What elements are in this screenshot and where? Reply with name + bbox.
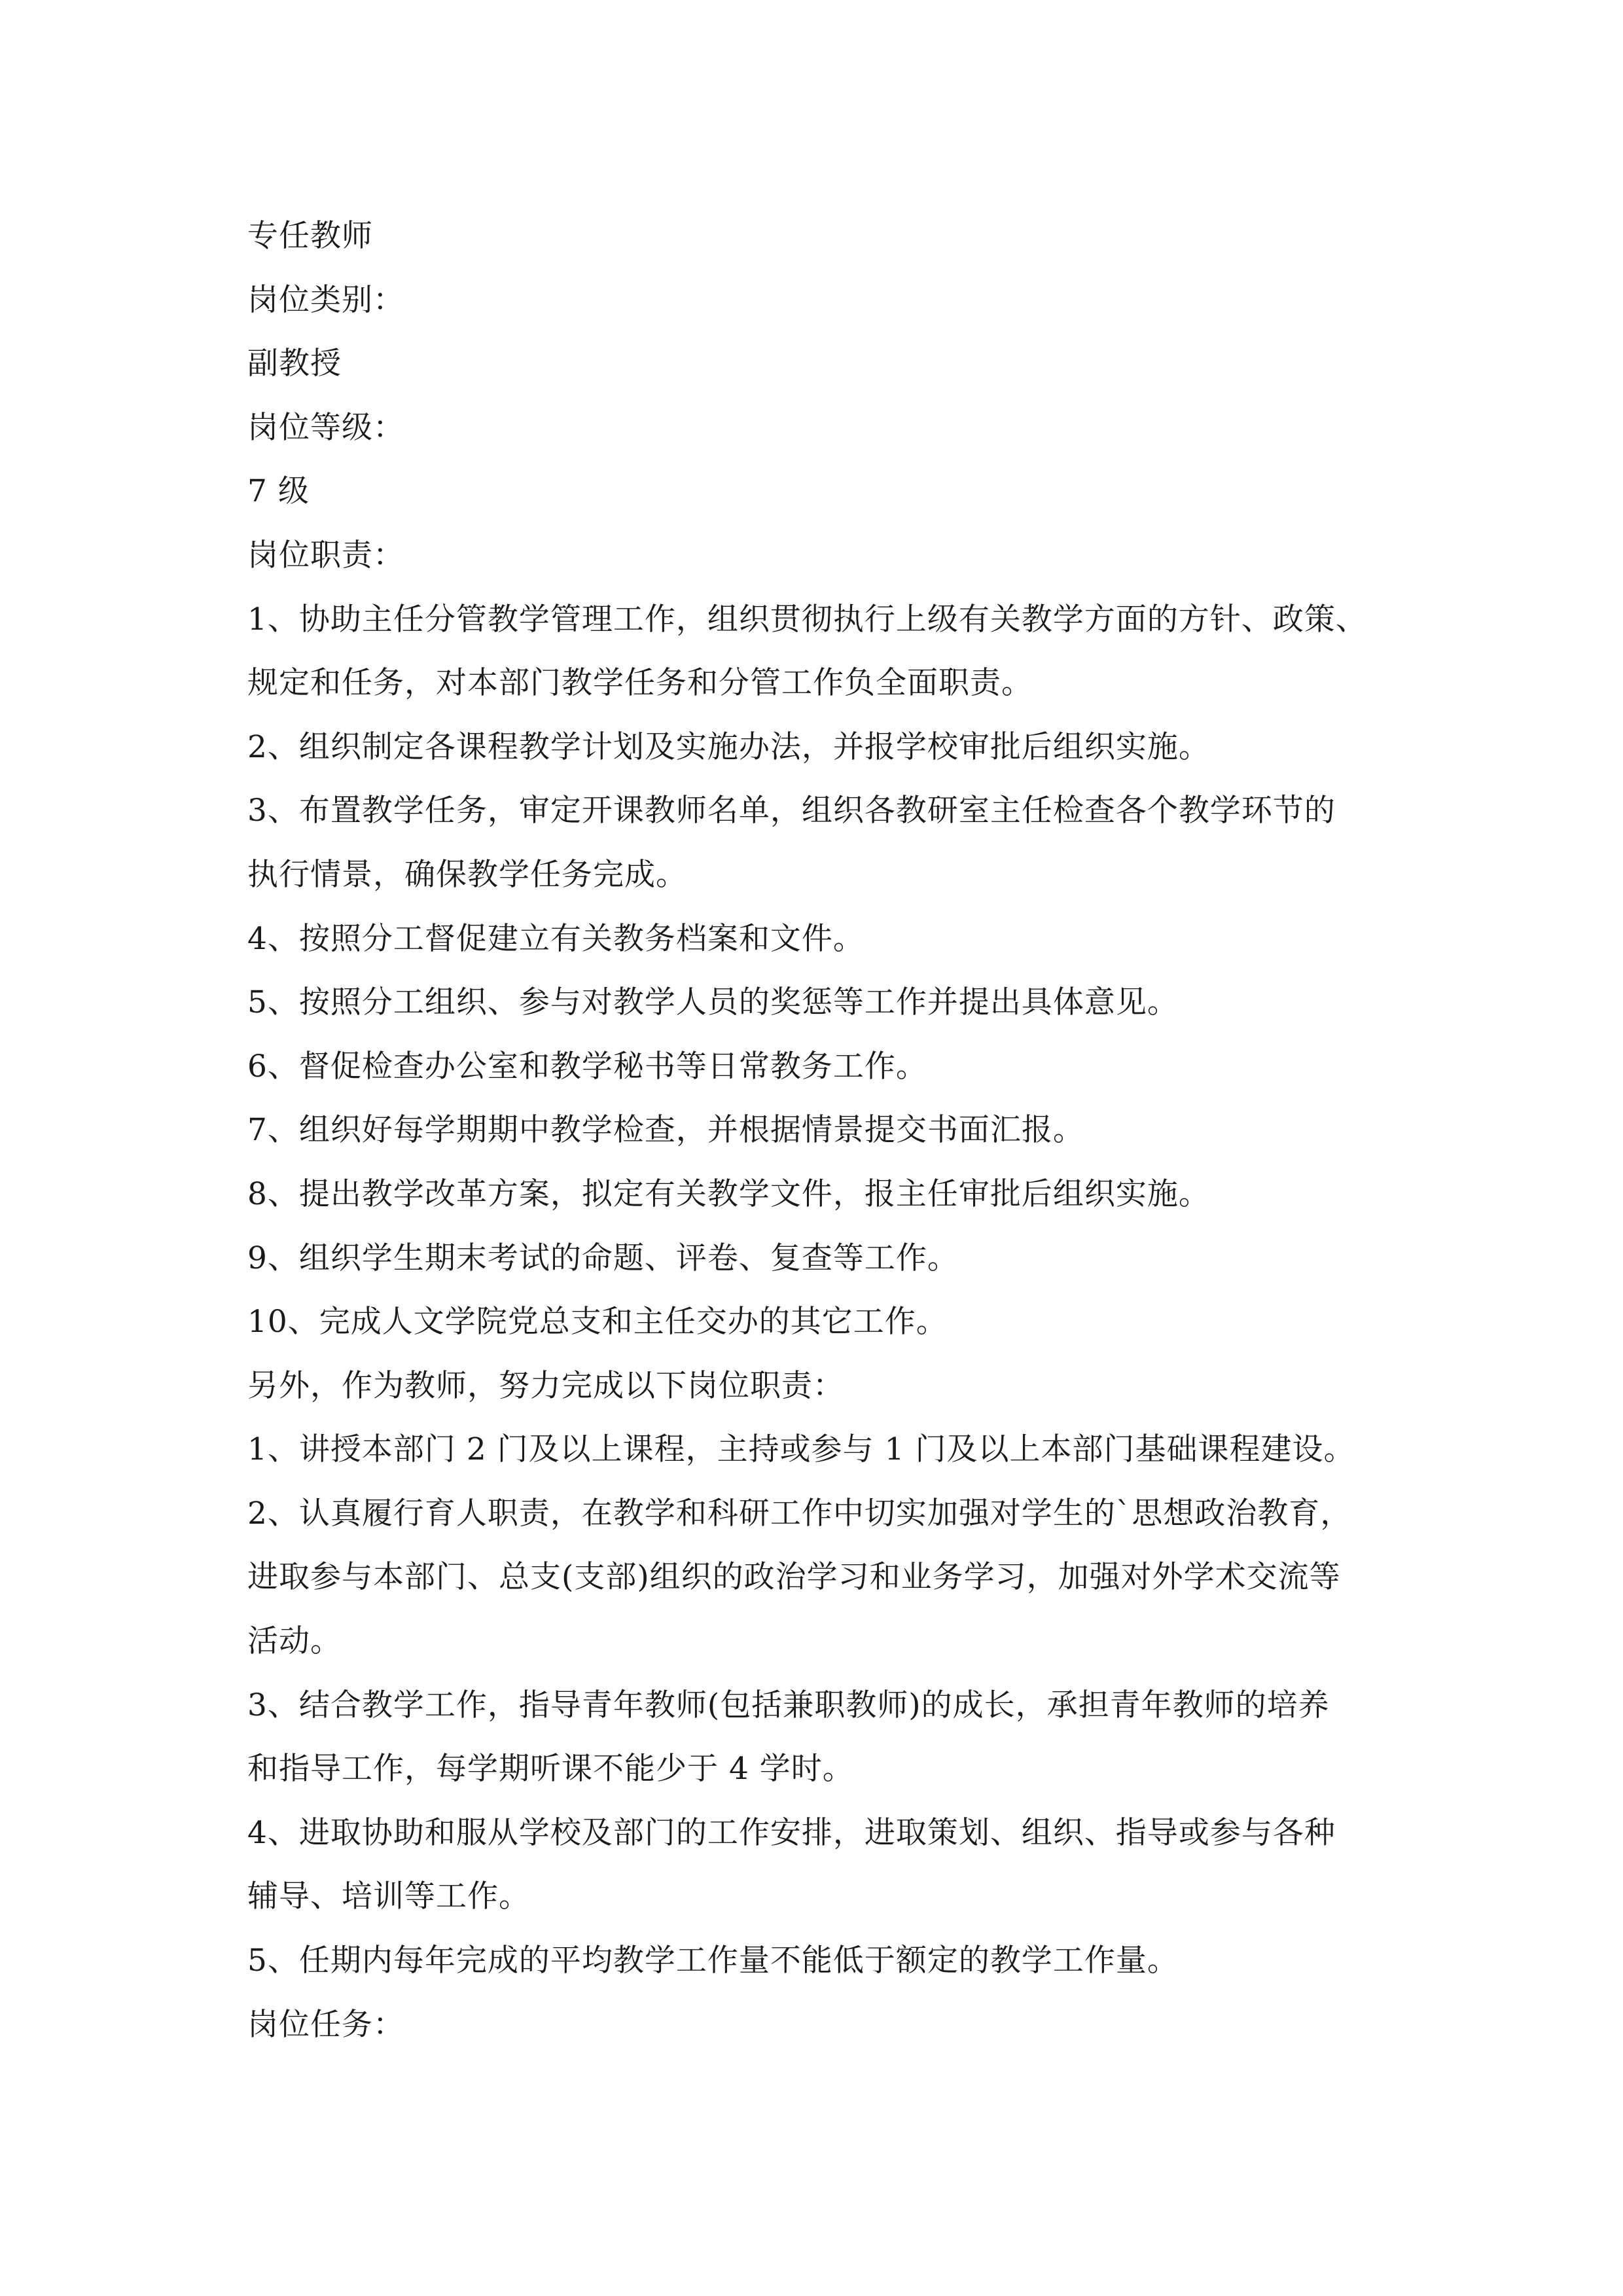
duty-2: 2、组织制定各课程教学计划及实施办法，并报学校审批后组织实施。 bbox=[247, 728, 1210, 765]
duty-1-line-2: 规定和任务，对本部门教学任务和分管工作负全面职责。 bbox=[247, 665, 1033, 702]
duty-8: 8、提出教学改革方案，拟定有关教学文件，报主任审批后组织实施。 bbox=[247, 1175, 1210, 1212]
document-body bbox=[247, 204, 1399, 2056]
teacher-duty-2-line-1: 2、认真履行育人职责，在教学和科研工作中切实加强对学生的`思想政治教育， bbox=[247, 1495, 1352, 1532]
teacher-duty-3-line-1: 3、结合教学工作，指导青年教师(包括兼职教师)的成长，承担青年教师的培养 bbox=[247, 1687, 1330, 1723]
teacher-duty-2-line-2: 进取参与本部门、总支(支部)组织的政治学习和业务学习，加强对外学术交流等 bbox=[247, 1559, 1341, 1596]
teacher-duty-3-line-2: 和指导工作，每学期听课不能少于 4 学时。 bbox=[247, 1751, 854, 1787]
line-tasks-heading: 岗位任务： bbox=[247, 2006, 404, 2043]
teacher-duty-4-line-2: 辅导、培训等工作。 bbox=[247, 1878, 530, 1915]
teacher-duty-1: 1、讲授本部门 2 门及以上课程，主持或参与 1 门及以上本部门基础课程建设。 bbox=[247, 1431, 1355, 1468]
teacher-duty-4-line-1: 4、进取协助和服从学校及部门的工作安排，进取策划、组织、指导或参与各种 bbox=[247, 1814, 1336, 1851]
line-category-value: 副教授 bbox=[247, 346, 342, 382]
line-category-label: 岗位类别： bbox=[247, 281, 404, 318]
line-grade-value: 7 级 bbox=[247, 473, 310, 510]
teacher-duty-5: 5、任期内每年完成的平均教学工作量不能低于额定的教学工作量。 bbox=[247, 1943, 1179, 1979]
duty-5: 5、按照分工组织、参与对教学人员的奖惩等工作并提出具体意见。 bbox=[247, 984, 1179, 1021]
duty-3-line-1: 3、布置教学任务，审定开课教师名单，组织各教研室主任检查各个教学环节的 bbox=[247, 793, 1336, 829]
line-grade-label: 岗位等级： bbox=[247, 409, 404, 446]
duty-4: 4、按照分工督促建立有关教务档案和文件。 bbox=[247, 920, 865, 957]
line-job-title: 专任教师 bbox=[247, 218, 373, 254]
line-duties-heading: 岗位职责： bbox=[247, 537, 404, 573]
duty-10: 10、完成人文学院党总支和主任交办的其它工作。 bbox=[247, 1304, 948, 1340]
duty-6: 6、督促检查办公室和教学秘书等日常教务工作。 bbox=[247, 1048, 927, 1085]
teacher-duties-intro: 另外，作为教师，努力完成以下岗位职责： bbox=[247, 1367, 844, 1404]
teacher-duty-2-line-3: 活动。 bbox=[247, 1623, 342, 1660]
duty-9: 9、组织学生期末考试的命题、评卷、复查等工作。 bbox=[247, 1240, 959, 1276]
duty-1-line-1: 1、协助主任分管教学管理工作，组织贯彻执行上级有关教学方面的方针、政策、 bbox=[247, 601, 1367, 637]
duty-7: 7、组织好每学期期中教学检查，并根据情景提交书面汇报。 bbox=[247, 1112, 1084, 1149]
duty-3-line-2: 执行情景，确保教学任务完成。 bbox=[247, 856, 687, 893]
